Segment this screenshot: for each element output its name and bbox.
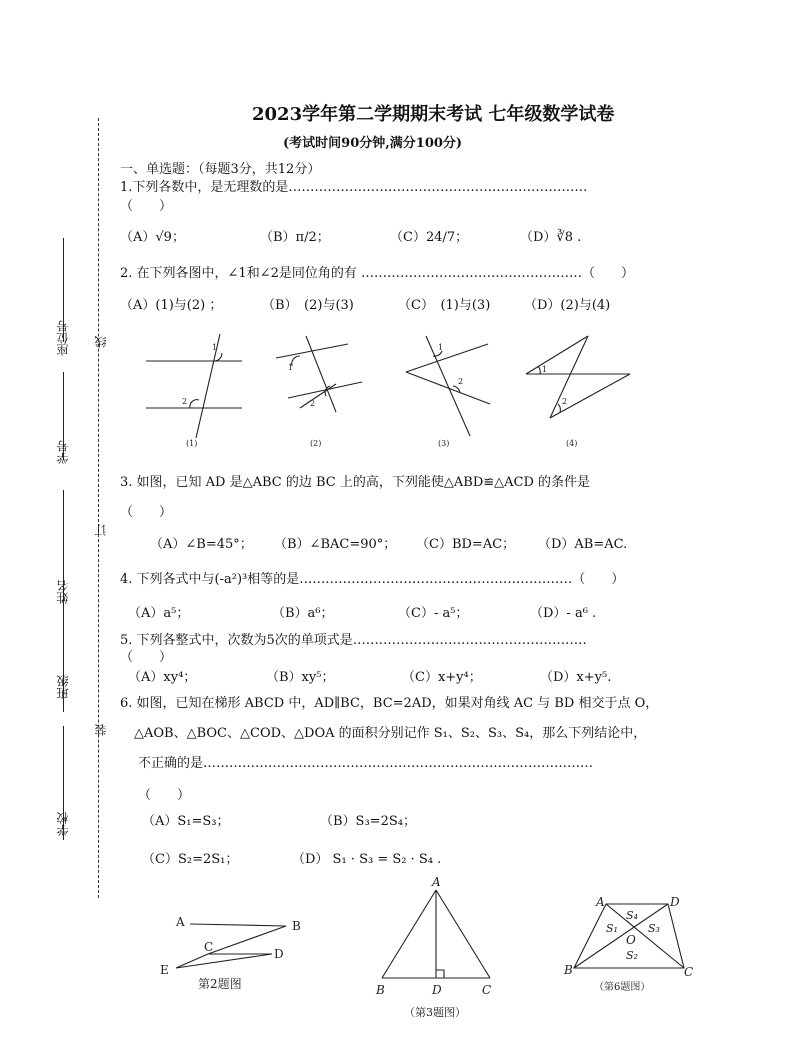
q3-option-d[interactable]: （D）AB=AC. (538, 537, 628, 552)
name-label: 姓名 (56, 580, 70, 604)
q6-option-d[interactable]: （D） S₁ · S₃ = S₂ · S₄ . (292, 852, 442, 867)
q6-line1: 6. 如图，已知在梯形 ABCD 中，AD∥BC，BC=2AD，如果对角线 AC 与 BD 相交于点 O， (120, 696, 659, 711)
fig3-point-a: A (432, 875, 441, 889)
q2-fig3-label: (3) (438, 439, 450, 448)
class-label: 班级 (56, 675, 70, 699)
fig6-point-a: A (596, 895, 605, 909)
fig6-point-c: C (684, 965, 694, 979)
q3-answer-paren[interactable]: （ ） (120, 505, 173, 520)
q5-option-b[interactable]: （B）xy⁵； (266, 670, 335, 685)
binding-mark-ding: 订 (94, 524, 108, 536)
q1-option-d[interactable]: （D）∛8 . (520, 230, 582, 245)
fig6-caption: （第6题图） (594, 982, 651, 993)
q2-fig4-angle1: 1 (542, 365, 548, 374)
section-heading: 一、单选题：（每题3分，共12分） (120, 162, 321, 177)
page-subtitle: (考试时间90分钟,满分100分) (283, 136, 463, 151)
q4-option-c[interactable]: （C）- a⁵； (398, 606, 469, 621)
fig6-area-s4: S₄ (626, 909, 638, 922)
fig2-point-e: E (160, 963, 169, 977)
q6-option-b[interactable]: （B）S₃=2S₄； (320, 814, 416, 829)
binding-mark-zhuang: 装 (94, 724, 108, 736)
q2-option-c[interactable]: （C） (1)与(3) (398, 298, 491, 313)
fig2-point-d: D (274, 947, 284, 961)
fig2-caption: 第2题图 (198, 977, 242, 991)
q5-stem: 5. 下列各整式中，次数为5次的单项式是……………………………………………… (120, 633, 587, 648)
student-id-label: 学号 (56, 440, 70, 464)
q2-fig2-angle2: 2 (310, 399, 316, 408)
q1-answer-paren[interactable]: （ ） (120, 199, 173, 214)
q3-option-b[interactable]: （B）∠BAC=90°； (274, 537, 397, 552)
q5-option-d[interactable]: （D）x+y⁵. (540, 670, 612, 685)
binding-dashed-line (98, 118, 99, 898)
fig6-point-b: B (564, 963, 573, 977)
q2-option-d[interactable]: （D）(2)与(4) (524, 298, 611, 313)
q2-fig4-label: (4) (566, 439, 578, 448)
fig3-point-d: D (432, 983, 442, 997)
q6-answer-paren[interactable]: （ ） (138, 788, 191, 803)
school-label: 学校 (56, 812, 70, 836)
q6-option-c[interactable]: （C）S₂=2S₁； (142, 852, 239, 867)
q1-option-c[interactable]: （C）24/7； (390, 230, 469, 245)
q3-option-a[interactable]: （A）∠B=45°； (150, 537, 253, 552)
q2-option-b[interactable]: （B） (2)与(3) (262, 298, 354, 313)
seat-number-label: 座位号 (56, 320, 70, 356)
fig6-point-o: O (626, 933, 636, 947)
q2-option-a[interactable]: （A）(1)与(2) ； (120, 298, 223, 313)
q3-stem: 3. 如图，已知 AD 是△ABC 的边 BC 上的高，下列能使△ABD≌△ACD 的条件是 (120, 475, 591, 490)
q2-stem: 2. 在下列各图中，∠1和∠2是同位角的有 ……………………………………………（ ） (120, 266, 634, 281)
fig6-area-s1: S₁ (606, 922, 618, 935)
fig6-diagram (560, 892, 700, 1002)
fig3-point-c: C (482, 983, 492, 997)
fig6-area-s2: S₂ (626, 949, 638, 962)
q1-stem: 1.下列各数中，是无理数的是…………………………………………………………… (120, 180, 588, 195)
q3-option-c[interactable]: （C）BD=AC； (416, 537, 516, 552)
q2-fig1-angle1: 1 (212, 343, 218, 352)
q5-option-a[interactable]: （A）xy⁴； (128, 670, 197, 685)
q6-option-a[interactable]: （A）S₁=S₃； (142, 814, 230, 829)
q4-stem: 4. 下列各式中与(-a²)³相等的是………………………………………………………（ ） (120, 572, 625, 587)
q5-answer-paren[interactable]: （ ） (120, 650, 173, 665)
q4-option-a[interactable]: （A）a⁵； (128, 606, 190, 621)
page-title: 2023学年第二学期期末考试 七年级数学试卷 (252, 104, 615, 125)
fig3-point-b: B (376, 983, 385, 997)
q6-line2: △AOB、△BOC、△COD、△DOA 的面积分别记作 S₁、S₂、S₃、S₄，那么下列结论中， (134, 726, 647, 741)
q1-option-b[interactable]: （B）π/2； (260, 230, 330, 245)
q2-fig4-angle2: 2 (562, 397, 568, 406)
binding-mark-xian: 线 (94, 336, 108, 348)
q2-fig1-angle2: 2 (182, 397, 188, 406)
fig3-diagram (370, 872, 510, 1022)
fig3-caption: （第3题图） (404, 1006, 466, 1019)
q5-option-c[interactable]: （C）x+y⁴； (402, 670, 482, 685)
fig6-area-s3: S₃ (648, 922, 660, 935)
q2-fig3-angle2: 2 (458, 377, 464, 386)
q2-fig2-label: (2) (310, 439, 322, 448)
q1-option-a[interactable]: （A）√9； (120, 230, 185, 245)
q2-fig1-label: (1) (186, 439, 198, 448)
fig2-point-a: A (176, 915, 185, 929)
q4-option-b[interactable]: （B）a⁶； (272, 606, 334, 621)
q2-fig3-angle1: 1 (438, 343, 444, 352)
fig2-point-b: B (292, 919, 301, 933)
q2-fig2-angle1: 1 (288, 363, 294, 372)
fig6-point-d: D (670, 895, 680, 909)
fig2-diagram (150, 908, 320, 994)
q4-option-d[interactable]: （D）- a⁶ . (530, 606, 597, 621)
q2-figures (130, 326, 650, 452)
fig2-point-c: C (204, 940, 214, 954)
q6-line3: 不正确的是……………………………………………………………………………… (138, 756, 594, 771)
